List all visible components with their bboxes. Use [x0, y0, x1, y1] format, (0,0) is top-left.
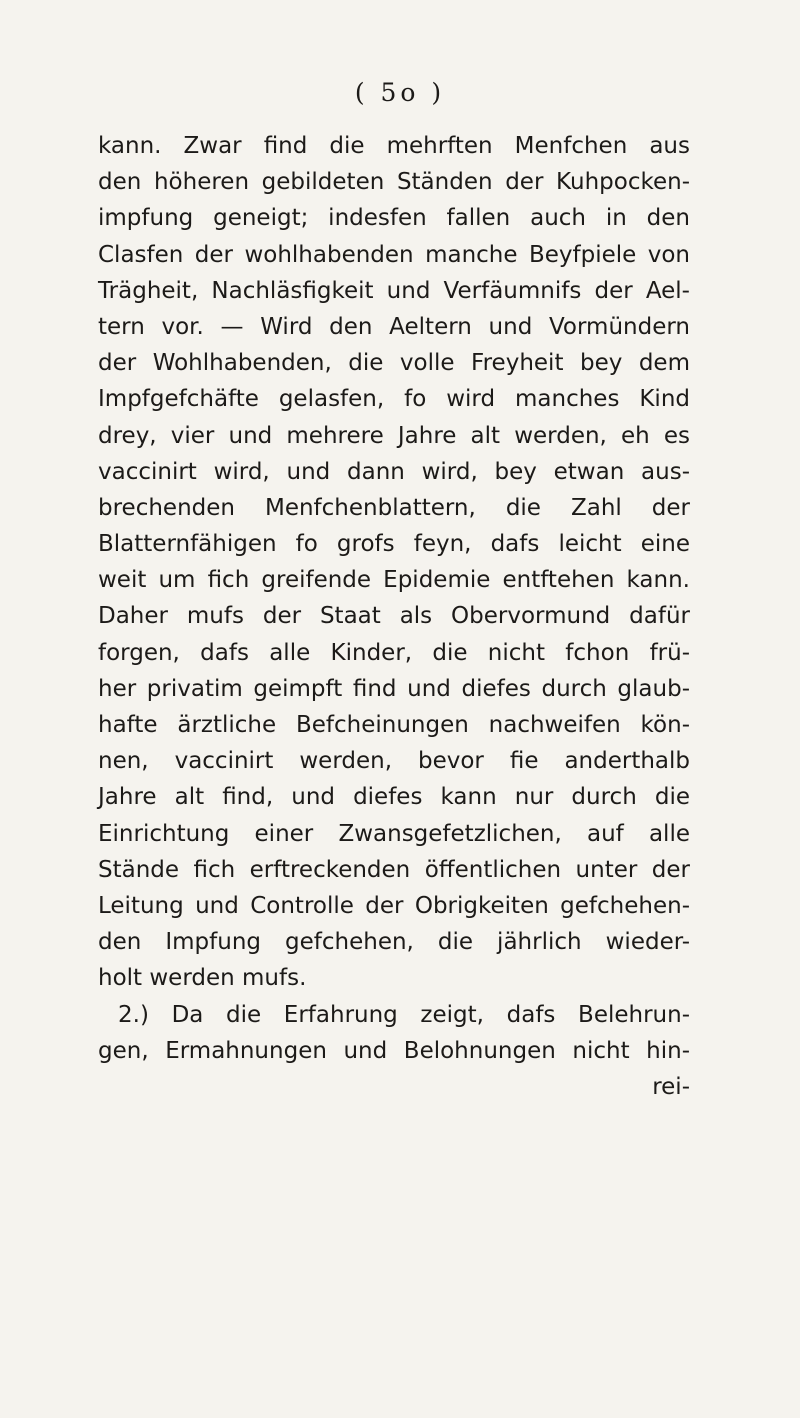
text-line: Impfgefchäfte gelasfen, fo wird manches Kind — [98, 386, 690, 413]
text-line: Einrichtung einer Zwansgefetzlichen, auf alle — [98, 820, 690, 847]
text-line: tern vor. — Wird den Aeltern und Vormündern — [98, 313, 690, 340]
text-line: Clasfen der wohlhabenden manche Beyfpiele von — [98, 241, 690, 268]
text-line: den Impfung gefchehen, die jährlich wieder- — [98, 929, 690, 956]
text-line: nen, vaccinirt werden, bevor fie anderthalb — [98, 748, 690, 775]
catchword: rei- — [652, 1073, 690, 1100]
text-line: Stände fich erftreckenden öffentlichen unter der — [98, 856, 690, 883]
text-line: der Wohlhabenden, die volle Freyheit bey dem — [98, 350, 690, 377]
text-line: vaccinirt wird, und dann wird, bey etwan aus- — [98, 458, 690, 485]
text-line: her privatim geimpft find und diefes durch glaub- — [98, 675, 690, 702]
text-line: gen, Ermahnungen und Belohnungen nicht hin- — [98, 1037, 690, 1064]
page-number: ( 5o ) — [354, 78, 446, 107]
text-line: drey, vier und mehrere Jahre alt werden, eh es — [98, 422, 690, 449]
text-line: holt werden mufs. — [98, 965, 307, 992]
text-line: impfung geneigt; indesfen fallen auch in den — [98, 205, 690, 232]
body-text — [98, 128, 690, 1105]
text-line: hafte ärztliche Befcheinungen nachweifen kön- — [98, 712, 690, 738]
text-line: kann. Zwar find die mehrften Menfchen aus — [98, 133, 690, 159]
text-line: forgen, dafs alle Kinder, die nicht fchon frü- — [98, 639, 690, 666]
text-line: Daher mufs der Staat als Obervormund dafür — [98, 603, 690, 630]
text-line: weit um fich greifende Epidemie entftehen kann. — [98, 567, 690, 594]
text-line: Jahre alt find, und diefes kann nur durch die — [98, 784, 690, 811]
text-line: 2.) Da die Erfahrung zeigt, dafs Belehrun- — [118, 1001, 690, 1028]
text-line: Blatternfähigen fo grofs feyn, dafs leicht eine — [98, 531, 690, 558]
text-line: brechenden Menfchenblattern, die Zahl der — [98, 494, 690, 521]
text-line: Trägheit, Nachläsfigkeit und Verfäumnifs der Ael- — [98, 277, 690, 304]
text-line: den höheren gebildeten Ständen der Kuhpocken- — [98, 169, 690, 196]
text-line: Leitung und Controlle der Obrigkeiten gefchehen- — [98, 892, 690, 919]
